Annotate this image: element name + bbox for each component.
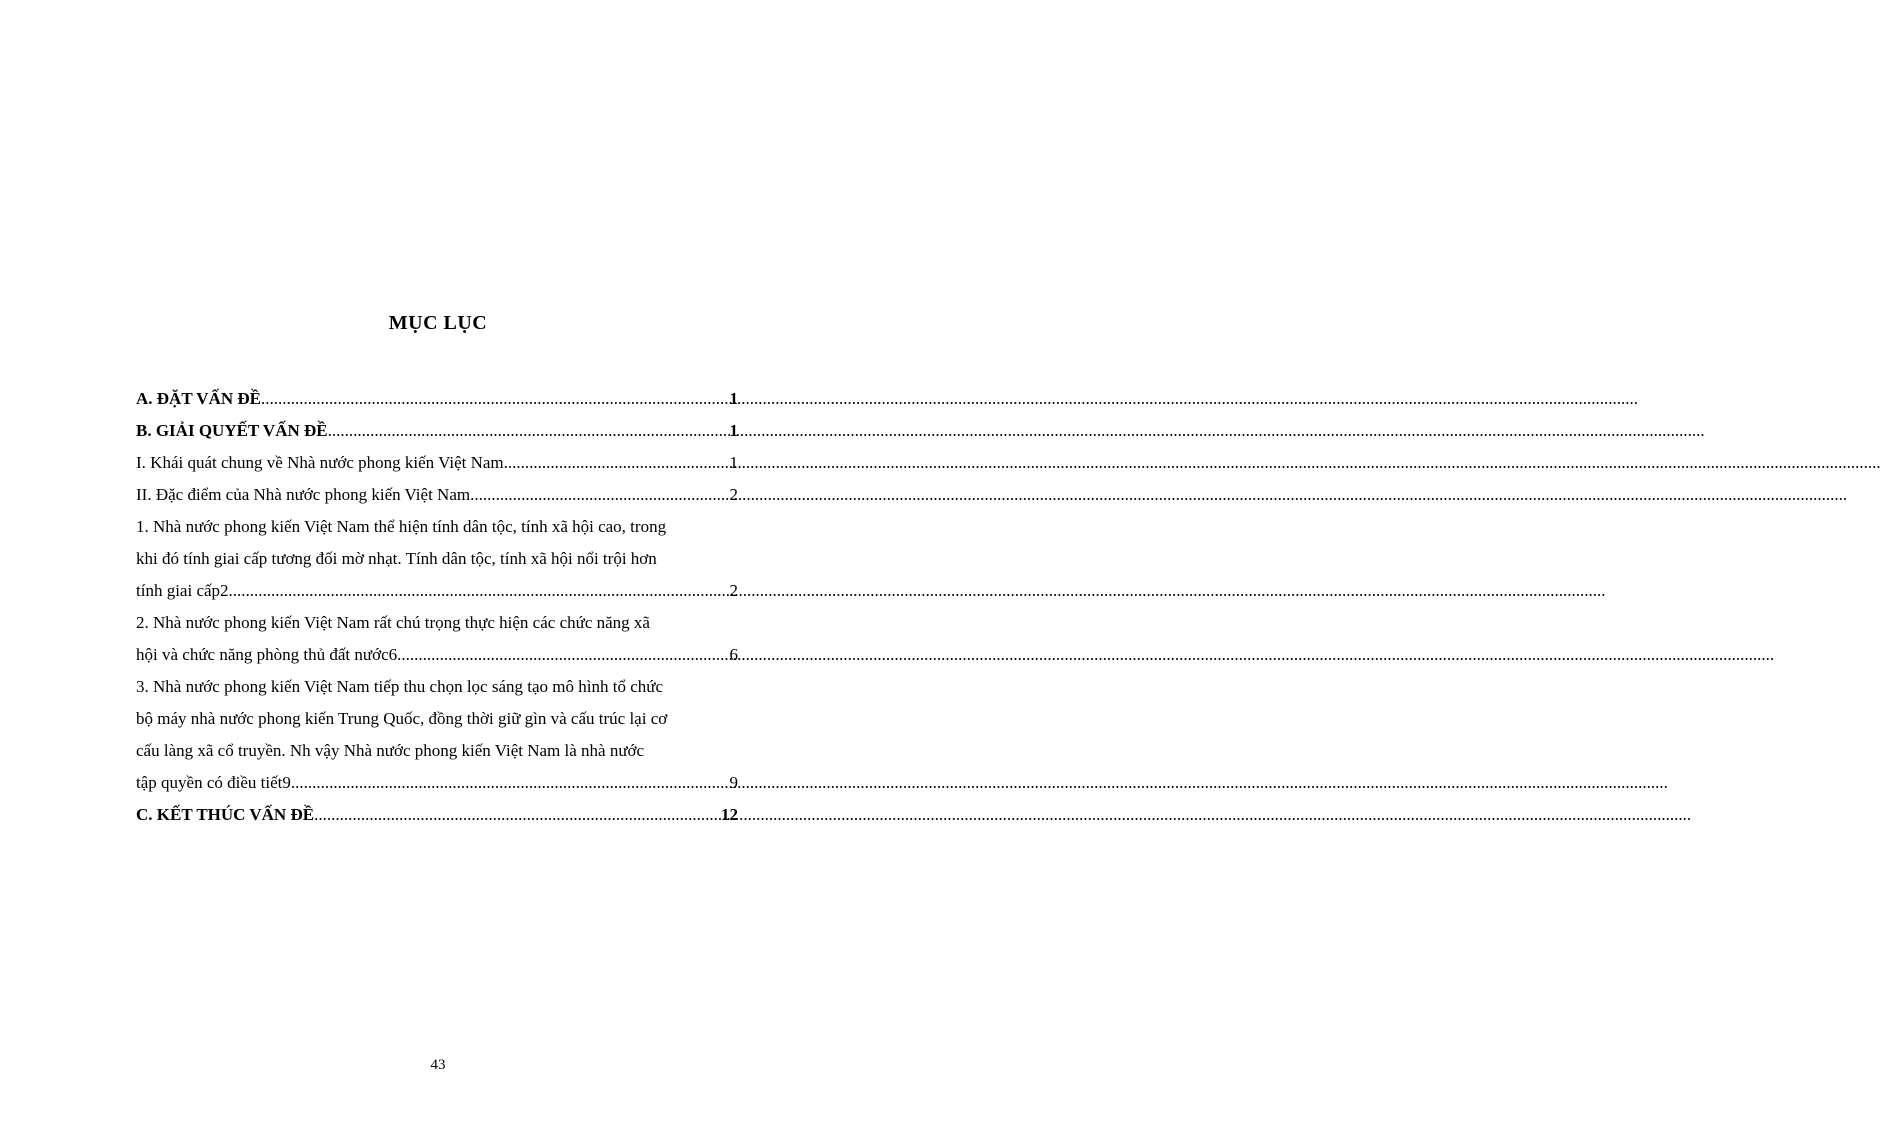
toc-page-number: 2: [729, 581, 738, 600]
toc-entry-label: B. GIẢI QUYẾT VẤN ĐỀ: [136, 421, 328, 440]
toc-leader-dots: [314, 799, 721, 831]
toc-entry-text-line: khi đó tính giai cấp tương đối mờ nhạt. Tính dân tộc, tính xã hội nổi trội hơn: [136, 549, 657, 568]
toc-entry-ii[interactable]: [136, 479, 738, 511]
toc-entry-3[interactable]: [136, 671, 738, 799]
toc-entry-b[interactable]: [136, 415, 738, 447]
toc-entry-label: A. ĐẶT VẤN ĐỀ: [136, 389, 262, 408]
toc-entry-c[interactable]: [136, 799, 738, 831]
table-of-contents: [136, 383, 738, 831]
toc-entry-text-line: 2. Nhà nước phong kiến Việt Nam rất chú trọng thực hiện các chức năng xã: [136, 613, 650, 632]
toc-entry-label: tập quyền có điều tiết9: [136, 773, 291, 792]
toc-entry-label: tính giai cấp2: [136, 581, 229, 600]
toc-entry-2[interactable]: [136, 607, 738, 671]
toc-entry-label: II. Đặc điểm của Nhà nước phong kiến Việt Nam: [136, 485, 471, 504]
toc-entry-text-line: 3. Nhà nước phong kiến Việt Nam tiếp thu chọn lọc sáng tạo mô hình tổ chức: [136, 677, 664, 696]
toc-leader-dots: [261, 383, 729, 415]
toc-page-number: 1: [729, 453, 738, 472]
toc-leader-dots: [229, 575, 730, 607]
toc-entry-text-line: bộ máy nhà nước phong kiến Trung Quốc, đồng thời giữ gìn và cấu trúc lại cơ: [136, 709, 668, 728]
toc-page-number: 9: [729, 773, 738, 792]
toc-entry-label: hội và chức năng phòng thủ đất nước6: [136, 645, 398, 664]
toc-page-number: 1: [729, 421, 738, 440]
page-number: 43: [430, 1057, 446, 1073]
toc-leader-dots: [470, 479, 729, 511]
toc-entry-text-line: 1. Nhà nước phong kiến Việt Nam thể hiện tính dân tộc, tính xã hội cao, trong: [136, 517, 667, 536]
toc-page-number: 12: [721, 805, 738, 824]
toc-entry-1[interactable]: [136, 511, 738, 607]
toc-page-number: 2: [729, 485, 738, 504]
toc-entry-label: C. KẾT THÚC VẤN ĐỀ: [136, 805, 315, 824]
page-title: MỤC LỤC: [388, 312, 488, 334]
toc-page-number: 1: [729, 389, 738, 408]
toc-entry-i[interactable]: [136, 447, 738, 479]
toc-entry-text-line: cấu làng xã cổ truyền. Nh vậy Nhà nước phong kiến Việt Nam là nhà nước: [136, 741, 645, 760]
toc-leader-dots: [328, 415, 730, 447]
toc-leader-dots: [397, 639, 729, 671]
toc-leader-dots: [504, 447, 730, 479]
toc-entry-a[interactable]: [136, 383, 738, 415]
toc-leader-dots: [291, 767, 730, 799]
toc-entry-label: I. Khái quát chung về Nhà nước phong kiến Việt Nam: [136, 453, 504, 472]
toc-page-number: 6: [729, 645, 738, 664]
